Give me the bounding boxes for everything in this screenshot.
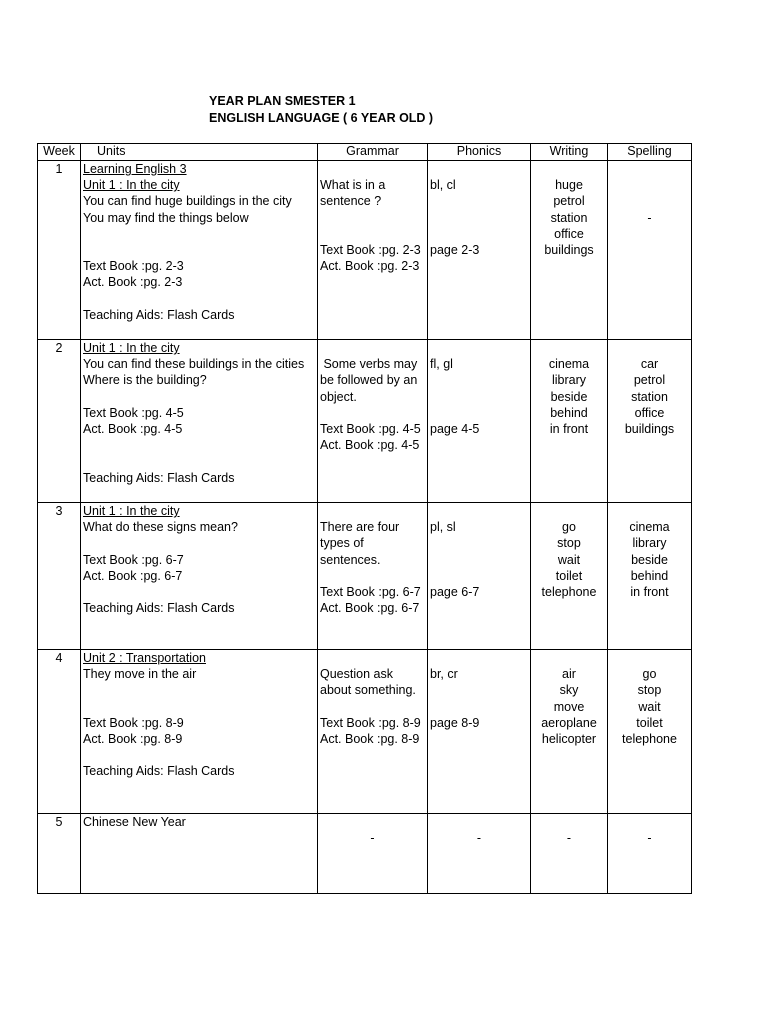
spelling-word: beside: [631, 552, 668, 567]
writing-word: stop: [557, 536, 581, 551]
phonics-page: page 2-3: [430, 242, 480, 257]
spelling-word: -: [647, 210, 652, 225]
grammar-line: What is in a: [320, 178, 386, 193]
spelling-word: behind: [630, 568, 669, 583]
writing-word: station: [550, 210, 588, 225]
header-grammar: Grammar: [318, 144, 428, 161]
week-number: 2: [38, 340, 81, 503]
writing-cell: [531, 340, 608, 503]
spelling-cell: [608, 650, 692, 814]
unit-title: Unit 1 : In the city: [83, 341, 180, 355]
units-cell: [81, 340, 318, 503]
table-row: [38, 340, 692, 503]
writing-word: buildings: [544, 243, 594, 257]
phonics-page: page 6-7: [430, 584, 480, 599]
writing-cell: [531, 503, 608, 650]
writing-word: library: [551, 373, 587, 388]
grammar-text-book: Text Book :pg. 4-5: [320, 421, 421, 436]
writing-word: air: [562, 667, 576, 682]
spelling-cell: [608, 503, 692, 650]
grammar-text-book: Text Book :pg. 8-9: [320, 715, 421, 730]
book-title: Learning English 3: [83, 162, 187, 176]
grammar-cell: [318, 340, 428, 503]
unit-line: Where is the building?: [83, 373, 207, 388]
writing-word: behind: [550, 405, 588, 420]
grammar-line: about something.: [320, 683, 416, 698]
grammar-line: Some verbs may: [320, 357, 418, 372]
phonics-page: page 8-9: [430, 715, 480, 730]
writing-word: wait: [557, 552, 581, 567]
grammar-act-book: Act. Book :pg. 6-7: [320, 601, 420, 616]
year-plan-table: [37, 143, 692, 894]
grammar-line: Question ask: [320, 667, 393, 682]
units-cell: [81, 503, 318, 650]
writing-word: beside: [550, 389, 588, 404]
writing-word: aeroplane: [541, 715, 597, 730]
writing-word: office: [554, 226, 584, 241]
act-book-ref: Act. Book :pg. 8-9: [83, 731, 183, 746]
writing-word: move: [553, 699, 585, 714]
grammar-line: There are four: [320, 520, 400, 535]
unit-line: You may find the things below: [83, 210, 249, 225]
grammar-dash: -: [370, 831, 375, 846]
spelling-cell: [608, 161, 692, 340]
unit-title: Unit 2 : Transportation: [83, 651, 206, 665]
document-subtitle: ENGLISH LANGUAGE ( 6 YEAR OLD ): [209, 111, 434, 125]
header-spelling: Spelling: [608, 144, 692, 161]
text-book-ref: Text Book :pg. 2-3: [83, 259, 184, 274]
grammar-act-book: Act. Book :pg. 2-3: [320, 259, 420, 274]
spelling-cell: [608, 814, 692, 894]
table-row: [38, 814, 692, 894]
week-number: 4: [38, 650, 81, 814]
spelling-word: cinema: [629, 520, 670, 535]
table-row: [38, 650, 692, 814]
writing-word: petrol: [553, 194, 585, 209]
spelling-word: office: [634, 405, 665, 420]
spelling-word: toilet: [636, 715, 663, 730]
grammar-text-book: Text Book :pg. 6-7: [320, 584, 421, 599]
writing-word: cinema: [548, 357, 590, 372]
week-number: 1: [38, 161, 81, 340]
grammar-cell: [318, 161, 428, 340]
spelling-word: telephone: [622, 732, 677, 746]
grammar-line: sentences.: [320, 552, 381, 567]
writing-cell: [531, 814, 608, 894]
units-cell: [81, 161, 318, 340]
header-writing: Writing: [531, 144, 608, 161]
spelling-word: petrol: [633, 373, 666, 388]
header-phonics: Phonics: [428, 144, 531, 161]
writing-word: go: [562, 520, 576, 535]
writing-word: in front: [549, 422, 589, 436]
unit-title: Unit 1 : In the city: [83, 504, 180, 518]
spelling-word: station: [631, 389, 668, 404]
phonics-cell: [428, 503, 531, 650]
phonics-sound: pl, sl: [430, 520, 456, 535]
unit-line: You can find huge buildings in the city: [83, 194, 292, 209]
writing-cell: [531, 650, 608, 814]
phonics-sound: fl, gl: [430, 357, 453, 372]
unit-line: What do these signs mean?: [83, 520, 238, 535]
spelling-word: car: [640, 357, 659, 372]
writing-word: helicopter: [541, 732, 597, 746]
phonics-sound: br, cr: [430, 667, 458, 682]
grammar-cell: [318, 650, 428, 814]
unit-title: Unit 1 : In the city: [83, 178, 180, 193]
unit-line: Chinese New Year: [83, 815, 186, 829]
units-cell: [81, 650, 318, 814]
header-week: Week: [38, 144, 81, 161]
writing-word: sky: [559, 683, 579, 698]
grammar-cell: [318, 503, 428, 650]
spelling-word: buildings: [624, 422, 675, 436]
week-number: 5: [38, 814, 81, 894]
act-book-ref: Act. Book :pg. 2-3: [83, 275, 183, 290]
spelling-word: library: [632, 536, 667, 551]
table-row: [38, 503, 692, 650]
phonics-cell: [428, 814, 531, 894]
grammar-line: be followed by an: [320, 373, 418, 388]
spelling-word: go: [642, 667, 657, 682]
phonics-cell: [428, 340, 531, 503]
spelling-word: stop: [637, 683, 662, 698]
document-title: YEAR PLAN SMESTER 1: [209, 94, 356, 108]
text-book-ref: Text Book :pg. 6-7: [83, 552, 184, 567]
grammar-act-book: Act. Book :pg. 8-9: [320, 731, 420, 746]
spelling-dash: -: [647, 831, 652, 846]
units-cell: [81, 814, 318, 894]
phonics-dash: -: [476, 831, 482, 846]
act-book-ref: Act. Book :pg. 6-7: [83, 568, 183, 583]
text-book-ref: Text Book :pg. 8-9: [83, 715, 184, 730]
grammar-act-book: Act. Book :pg. 4-5: [320, 438, 420, 453]
writing-word: telephone: [541, 585, 597, 599]
table-row: [38, 161, 692, 340]
grammar-line: sentence ?: [320, 194, 382, 209]
phonics-page: page 4-5: [430, 421, 480, 436]
phonics-cell: [428, 161, 531, 340]
writing-dash: -: [566, 831, 572, 846]
act-book-ref: Act. Book :pg. 4-5: [83, 422, 183, 436]
teaching-aids: Teaching Aids: Flash Cards: [83, 764, 235, 779]
unit-line: They move in the air: [83, 667, 197, 682]
grammar-line: types of: [320, 536, 364, 551]
header-units: Units: [81, 144, 318, 161]
phonics-cell: [428, 650, 531, 814]
grammar-cell: [318, 814, 428, 894]
teaching-aids: Teaching Aids: Flash Cards: [83, 601, 235, 616]
spelling-word: wait: [638, 699, 661, 714]
writing-word: toilet: [555, 568, 583, 583]
writing-word: huge: [555, 178, 583, 193]
teaching-aids: Teaching Aids: Flash Cards: [83, 307, 235, 322]
spelling-cell: [608, 340, 692, 503]
grammar-line: object.: [320, 389, 357, 404]
teaching-aids: Teaching Aids: Flash Cards: [83, 470, 235, 485]
table-header-row: [38, 144, 692, 161]
week-number: 3: [38, 503, 81, 650]
grammar-text-book: Text Book :pg. 2-3: [320, 242, 421, 257]
unit-line: You can find these buildings in the cities: [83, 357, 305, 372]
text-book-ref: Text Book :pg. 4-5: [83, 405, 184, 420]
spelling-word: in front: [630, 585, 669, 599]
writing-cell: [531, 161, 608, 340]
phonics-sound: bl, cl: [430, 178, 456, 193]
